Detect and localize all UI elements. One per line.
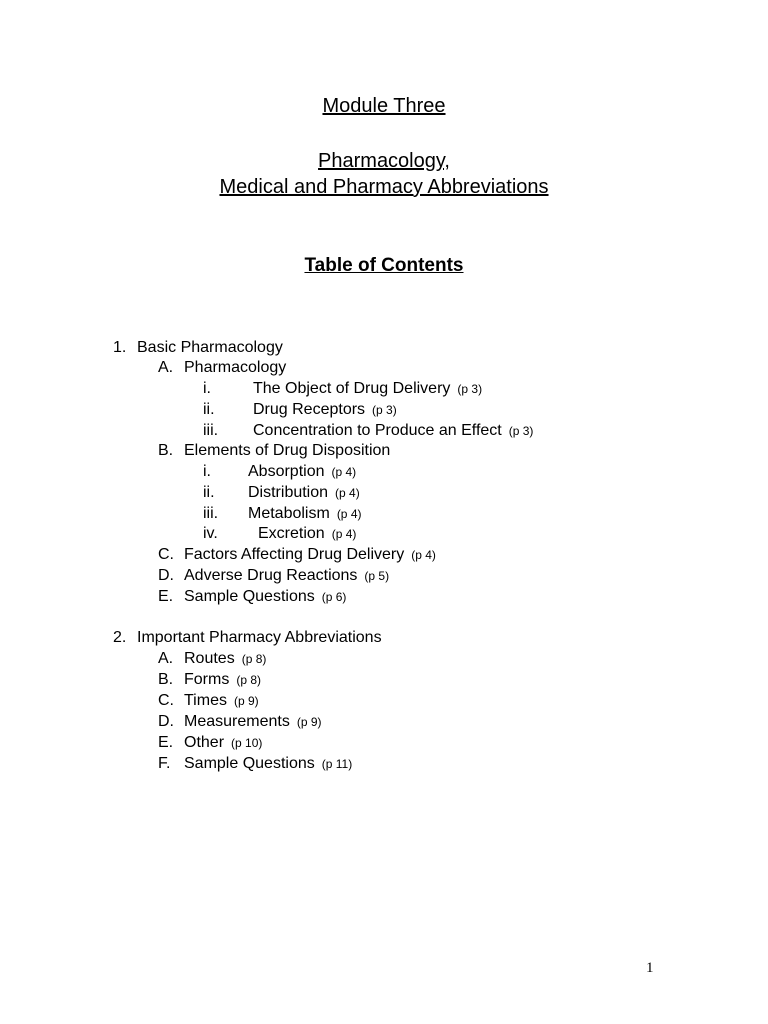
- toc-label: Excretion: [258, 525, 325, 542]
- toc-page-ref: (p 3): [372, 403, 397, 417]
- toc-label: Basic Pharmacology: [137, 339, 283, 356]
- toc-label: Sample Questions: [184, 588, 315, 605]
- toc-page-ref: (p 10): [231, 736, 263, 750]
- toc-number: B.: [158, 671, 174, 688]
- toc-item-1b-iii: [203, 504, 362, 524]
- toc-page-ref: (p 4): [411, 548, 436, 562]
- toc-page-ref: (p 4): [335, 486, 360, 500]
- toc-label: Other: [184, 734, 225, 751]
- toc-number: B.: [158, 442, 174, 459]
- toc-label: Forms: [184, 671, 230, 688]
- toc-item-1e: [158, 587, 346, 607]
- toc-number: E.: [158, 734, 174, 751]
- toc-number: iii.: [203, 422, 219, 439]
- subject-title-line2: Medical and Pharmacy Abbreviations: [219, 176, 549, 198]
- toc-title: Table of Contents: [304, 255, 464, 276]
- toc-page-ref: (p 9): [233, 694, 259, 708]
- toc-number: D.: [158, 713, 174, 730]
- toc-number: ii.: [203, 401, 215, 418]
- toc-label: Important Pharmacy Abbreviations: [137, 629, 382, 646]
- toc-page-ref: (p 8): [236, 673, 262, 687]
- toc-item-2f: [158, 754, 352, 774]
- toc-label: Drug Receptors: [253, 401, 366, 418]
- toc-item-2c: [158, 691, 259, 711]
- toc-label: Adverse Drug Reactions: [184, 567, 358, 584]
- toc-label: The Object of Drug Delivery: [253, 380, 451, 397]
- toc-number: F.: [158, 755, 171, 772]
- toc-page-ref: (p 4): [336, 507, 362, 521]
- toc-number: 1.: [113, 339, 127, 356]
- toc-page-ref: (p 6): [321, 590, 347, 604]
- toc-number: A.: [158, 359, 174, 376]
- toc-item-1a: [158, 358, 286, 378]
- toc-number: C.: [158, 692, 174, 709]
- toc-number: iv.: [203, 525, 218, 542]
- toc-label: Times: [184, 692, 227, 709]
- toc-number: i.: [203, 380, 211, 397]
- toc-page-ref: (p 3): [457, 382, 483, 396]
- toc-item-1a-ii: [203, 400, 397, 420]
- toc-label: Measurements: [184, 713, 290, 730]
- toc-item-1b: [158, 441, 390, 461]
- toc-number: E.: [158, 588, 174, 605]
- toc-item-1b-iv: [203, 524, 356, 544]
- toc-number: D.: [158, 567, 174, 584]
- toc-page-ref: (p 4): [331, 465, 357, 479]
- toc-page-ref: (p 11): [321, 757, 353, 771]
- page-number: 1: [646, 960, 654, 976]
- subject-title-line1: Pharmacology,: [318, 150, 450, 172]
- toc-item-2b: [158, 670, 261, 690]
- toc-page-ref: (p 5): [364, 569, 390, 583]
- toc-label: Metabolism: [248, 505, 330, 522]
- toc-label: Concentration to Produce an Effect: [253, 422, 502, 439]
- toc-page-ref: (p 3): [508, 424, 534, 438]
- toc-item-1a-iii: [203, 421, 533, 441]
- module-title: Module Three: [322, 95, 446, 117]
- toc-number: C.: [158, 546, 174, 563]
- toc-number: A.: [158, 650, 174, 667]
- toc-item-2e: [158, 733, 262, 753]
- toc-label: Factors Affecting Drug Delivery: [184, 546, 405, 563]
- toc-item-1b-ii: [203, 483, 360, 503]
- toc-item-1d: [158, 566, 389, 586]
- toc-item-1c: [158, 545, 436, 565]
- toc-item-1a-i: [203, 379, 482, 399]
- toc-number: iii.: [203, 505, 219, 522]
- toc-label: Elements of Drug Disposition: [184, 442, 391, 459]
- toc-item-1b-i: [203, 462, 356, 482]
- toc-section-1: [113, 338, 283, 358]
- toc-number: ii.: [203, 484, 215, 501]
- toc-label: Distribution: [248, 484, 329, 501]
- toc-page-ref: (p 4): [331, 527, 357, 541]
- toc-label: Absorption: [248, 463, 325, 480]
- toc-section-2: [113, 628, 382, 648]
- toc-item-2a: [158, 649, 266, 669]
- toc-number: 2.: [113, 629, 127, 646]
- toc-label: Routes: [184, 650, 235, 667]
- toc-page-ref: (p 8): [241, 652, 267, 666]
- toc-number: i.: [203, 463, 211, 480]
- toc-label: Pharmacology: [184, 359, 287, 376]
- toc-label: Sample Questions: [184, 755, 315, 772]
- toc-item-2d: [158, 712, 322, 732]
- toc-page-ref: (p 9): [296, 715, 322, 729]
